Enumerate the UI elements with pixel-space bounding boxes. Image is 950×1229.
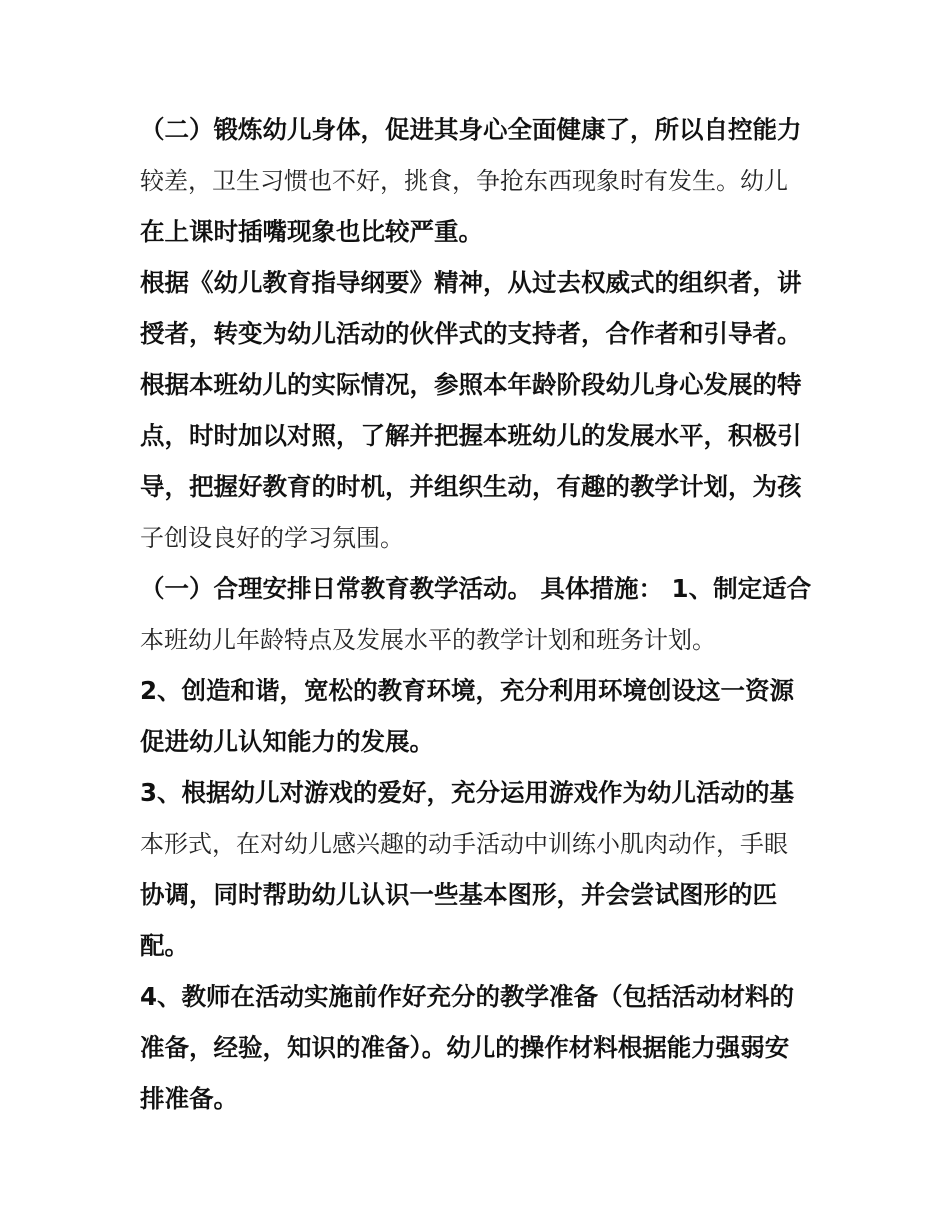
text-line-8: 导，把握好教育的时机，并组织生动，有趣的教学计划，为孩 [140, 472, 802, 501]
text-line-4: 根据《幼儿教育指导纲要》精神，从过去权威式的组织者，讲 [140, 268, 802, 297]
text-line-20: 排准备。 [140, 1084, 238, 1113]
text-line-14: 3、根据幼儿对游戏的爱好，充分运用游戏作为幼儿活动的基 [140, 778, 795, 807]
text-line-3: 在上课时插嘴现象也比较严重。 [140, 217, 483, 246]
text-line-5: 授者，转变为幼儿活动的伙伴式的支持者，合作者和引导者。 [140, 319, 802, 348]
text-line-2: 较差，卫生习惯也不好，挑食，争抢东西现象时有发生。幼儿 [140, 167, 788, 195]
text-line-7: 点，时时加以对照，了解并把握本班幼儿的发展水平，积极引 [140, 421, 802, 450]
text-line-9: 子创设良好的学习氛围。 [140, 524, 404, 552]
text-line-15: 本形式，在对幼儿感兴趣的动手活动中训练小肌肉动作，手眼 [140, 830, 788, 858]
text-line-1: （二）锻炼幼儿身体，促进其身心全面健康了，所以自控能力 [140, 115, 802, 144]
text-line-11: 本班幼儿年龄特点及发展水平的教学计划和班务计划。 [140, 626, 716, 654]
text-line-16: 协调，同时帮助幼儿认识一些基本图形，并会尝试图形的匹 [140, 880, 777, 909]
text-line-18: 4、教师在活动实施前作好充分的教学准备（包括活动材料的 [140, 982, 795, 1011]
text-line-19: 准备，经验，知识的准备）。幼儿的操作材料根据能力强弱安 [140, 1033, 790, 1062]
text-line-10: （一）合理安排日常教育教学活动。 具体措施： 1、制定适合 [140, 574, 812, 603]
text-line-6: 根据本班幼儿的实际情况，参照本年龄阶段幼儿身心发展的特 [140, 370, 802, 399]
text-line-13: 促进幼儿认知能力的发展。 [140, 727, 434, 756]
text-line-17: 配。 [140, 931, 189, 960]
text-line-12: 2、创造和谐，宽松的教育环境，充分利用环境创设这一资源 [140, 676, 795, 705]
